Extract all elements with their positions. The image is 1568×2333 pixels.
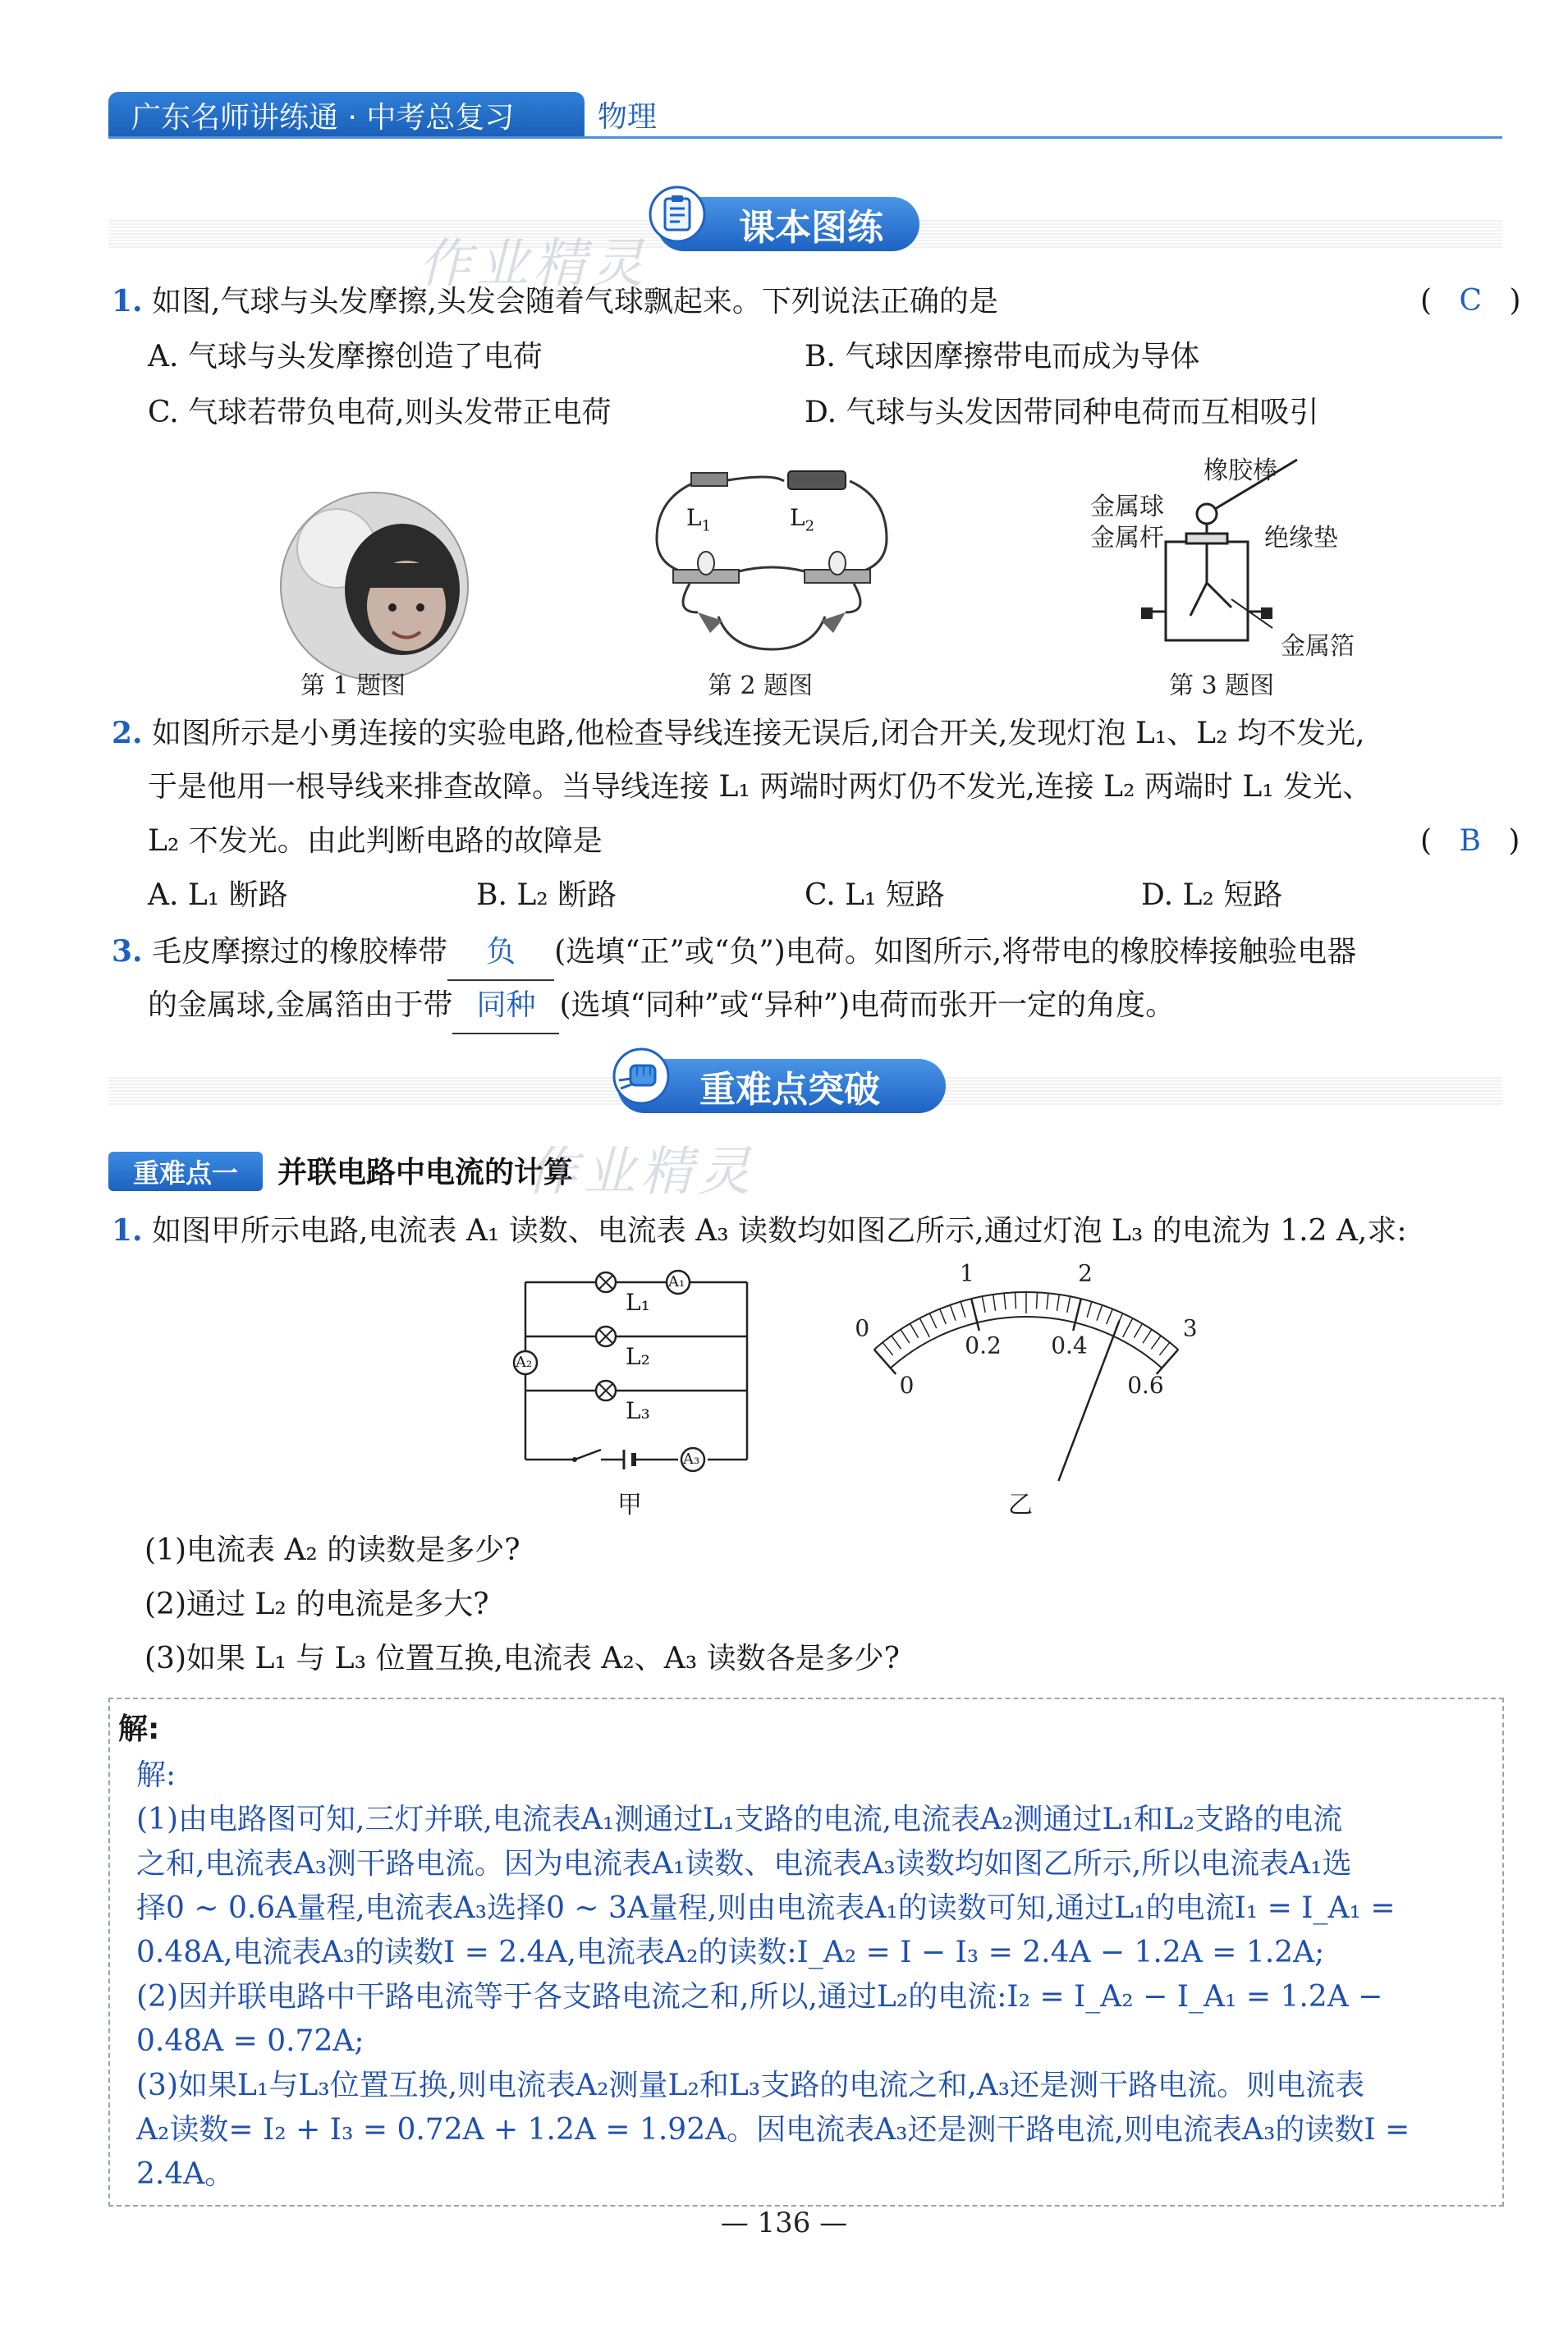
answer-bracket (1420, 814, 1520, 869)
dial-tick (1143, 1329, 1152, 1343)
solution-line: 0.48A,电流表A₃的读数I = 2.4A,电流表A₂的读数:I_A₂ = I − I₃ = 2.4A − 1.2A = 1.2A; (136, 1936, 1325, 1969)
paren-right: ) (1509, 284, 1521, 318)
dial-tick (1151, 1336, 1161, 1349)
dial-tick (1087, 1302, 1092, 1318)
dial-tick (1073, 1299, 1081, 1331)
question-2-line-1 (112, 706, 1364, 761)
sub-question-3: (3)如果 L₁ 与 L₃ 位置互换,电流表 A₂、A₃ 读数各是多少? (144, 1642, 900, 1675)
dial-label-large-scale: 2 (1078, 1259, 1093, 1287)
solution-body (136, 1753, 1410, 2197)
dial-tick (1067, 1296, 1071, 1313)
lamp-l1-label: L₁ (626, 1289, 650, 1316)
solution-line: (2)因并联电路中干路电流等于各支路电流之和,所以,通过L₂的电流:I₂ = I_A₂ − I_A₁ = 1.2A − (136, 1980, 1383, 2014)
ammeter-a2-label: A₂ (516, 1354, 533, 1371)
dial-tick (910, 1323, 918, 1337)
paren-right: ) (1508, 824, 1520, 858)
question-text: 的金属球,金属箔由于带 (148, 988, 453, 1022)
solution-line: (1)由电路图可知,三灯并联,电流表A₁测通过L₁支路的电流,电流表A₂测通过L₁和L₂支路的电流 (136, 1803, 1343, 1836)
question-2-line-2: 于是他用一根导线来排查故障。当导线连接 L₁ 两端时两灯仍不发光,连接 L₂ 两端时 L₁ 发光、 (148, 770, 1373, 804)
dial-tick (1123, 1318, 1133, 1337)
keypoint-tag: 重难点一 (108, 1152, 263, 1191)
dial-label-large-scale: 0 (855, 1314, 870, 1342)
question-stem: 如图,气球与头发摩擦,头发会随着气球飘起来。下列说法正确的是 (152, 285, 998, 319)
question-number: 1. (112, 284, 143, 319)
question-number: 3. (112, 934, 143, 969)
dial-label-large-scale: 3 (1182, 1314, 1198, 1342)
dial-label-small-scale: 0 (899, 1371, 915, 1399)
figure-1-caption: 第 1 题图 (300, 671, 406, 700)
paren-left: ( (1420, 284, 1433, 318)
clipboard-icon (649, 186, 706, 243)
solution-line: 之和,电流表A₃测干路电流。因为电流表A₁读数、电流表A₃读数均如图乙所示,所以电流表A₁选 (136, 1847, 1352, 1881)
dial-label-large-scale: 1 (960, 1259, 974, 1287)
dial-tick (1057, 1295, 1059, 1311)
figure-2-label-l2: $L_2$ (790, 504, 815, 535)
option-b: B. 气球因摩擦带电而成为导体 (805, 340, 1200, 374)
dial-tick (971, 1299, 979, 1331)
fist-icon (612, 1047, 670, 1105)
dial-tick (1107, 1309, 1113, 1325)
lamp-l2 (596, 1327, 616, 1346)
fill-blank-1: 负 (447, 925, 554, 981)
section-title: 重难点突破 (699, 1069, 880, 1111)
dial-tick (1097, 1305, 1103, 1321)
page-number: — 136 — (720, 2207, 848, 2239)
keypoint-question-1 (112, 1203, 1407, 1258)
question-number: 1. (112, 1213, 143, 1248)
ammeter-dial (855, 1259, 1198, 1489)
solution-line: 择0 ~ 0.6A量程,电流表A₃选择0 ~ 3A量程,则由电流表A₁的读数可知,通过L₁的电流I₁ = I_A₁ = (136, 1891, 1396, 1925)
watermark: 作业精灵 (525, 1142, 755, 1203)
fill-blank-2: 同种 (452, 979, 559, 1034)
lamp-l3 (596, 1381, 616, 1400)
answer-bracket (1420, 274, 1521, 328)
question-1 (112, 274, 998, 329)
option-a: A. L₁ 断路 (148, 878, 288, 912)
dial-tick (1047, 1293, 1048, 1309)
dial-tick (1037, 1292, 1038, 1309)
dial-tick (961, 1302, 965, 1318)
dial-tick (919, 1318, 929, 1337)
dial-tick (929, 1313, 936, 1328)
dial-label-small-scale: 0.6 (1127, 1371, 1164, 1399)
dial-tick (982, 1296, 985, 1313)
figure-2-circuit (640, 448, 903, 653)
question-3-line-2 (148, 979, 1175, 1034)
ammeter-a1-label: A₁ (668, 1273, 685, 1290)
dial-tick (1134, 1323, 1142, 1337)
option-a: A. 气球与头发摩擦创造了电荷 (148, 340, 543, 374)
book-title: 广东名师讲练通 · 中考总复习 (131, 100, 515, 135)
dial-tick (993, 1295, 996, 1311)
dial-tick (1159, 1342, 1169, 1355)
option-b: B. L₂ 断路 (476, 878, 617, 912)
dial-tick (883, 1342, 892, 1355)
option-c: C. 气球若带负电荷,则头发带正电荷 (148, 396, 612, 429)
question-text: (选填“同种”或“异种”)电荷而张开一定的角度。 (559, 988, 1176, 1022)
option-d: D. 气球与头发因带同种电荷而互相吸引 (805, 396, 1319, 429)
subject-label: 物理 (598, 100, 658, 134)
question-text: (选填“正”或“负”)电荷。如图所示,将带电的橡胶棒接触验电器 (554, 935, 1357, 969)
question-stem: 如图甲所示电路,电流表 A₁ 读数、电流表 A₃ 读数均如图乙所示,通过灯泡 L₃ 的电流为 1.2 A,求: (152, 1214, 1407, 1248)
dial-inner-arc (891, 1317, 1162, 1368)
keypoint-title: 并联电路中电流的计算 (277, 1156, 574, 1189)
book-title-tab (108, 92, 585, 138)
question-text: 毛皮摩擦过的橡胶棒带 (152, 935, 448, 969)
solution-line: 0.48A = 0.72A; (136, 2024, 364, 2058)
label-rubber-rod: 橡胶棒 (1204, 456, 1277, 485)
solution-line: 解: (136, 1758, 177, 1792)
header-divider (108, 136, 1502, 139)
watermark: 作业精灵 (419, 234, 649, 295)
sub-question-2: (2)通过 L₂ 的电流是多大? (144, 1588, 489, 1621)
question-number: 2. (112, 716, 143, 750)
answer-choice: C (1459, 284, 1483, 318)
dial-tick (892, 1336, 901, 1349)
circuit-caption: 甲 (617, 1491, 642, 1519)
option-d: D. L₂ 短路 (1141, 878, 1283, 912)
lamp-l3-label: L₃ (626, 1397, 650, 1424)
ammeter-a3-label: A₃ (683, 1451, 700, 1468)
solution-line: 2.4A。 (136, 2157, 235, 2191)
dial-tick (940, 1309, 947, 1325)
figure-3-caption: 第 3 题图 (1169, 671, 1275, 700)
label-metal-ball: 金属球 (1090, 493, 1164, 521)
label-insulating-pad: 绝缘垫 (1264, 524, 1338, 552)
label-metal-shaft: 金属杆 (1090, 524, 1164, 552)
dial-label-small-scale: 0.2 (965, 1332, 1002, 1359)
dial-tick (874, 1350, 896, 1374)
dial-tick (901, 1329, 910, 1343)
figure-1-photo (279, 491, 470, 681)
label-metal-foil: 金属箔 (1281, 632, 1355, 661)
figure-2-label-l1: $L_1$ (686, 504, 712, 535)
ammeter-caption: 乙 (1008, 1491, 1033, 1519)
lamp-l1 (596, 1272, 616, 1292)
answer-choice: B (1459, 824, 1481, 858)
solution-heading: 解: (118, 1712, 160, 1746)
question-3-line-1 (112, 924, 1356, 981)
paren-left: ( (1420, 824, 1433, 858)
figure-2-caption: 第 2 题图 (708, 671, 814, 700)
lamp-l2-label: L₂ (626, 1343, 650, 1370)
sub-question-1: (1)电流表 A₂ 的读数是多少? (144, 1533, 520, 1567)
question-2-line-3: L₂ 不发光。由此判断电路的故障是 (148, 824, 603, 858)
section-title: 课本图练 (739, 207, 883, 249)
dial-tick (1157, 1350, 1178, 1374)
dial-tick (1004, 1293, 1006, 1309)
dial-label-small-scale: 0.4 (1051, 1332, 1088, 1359)
dial-tick (950, 1305, 956, 1321)
question-text: 如图所示是小勇连接的实验电路,他检查导线连接无误后,闭合开关,发现灯泡 L₁、L₂ 均不发光, (152, 717, 1365, 750)
solution-line: A₂读数= I₂ + I₃ = 0.72A + 1.2A = 1.92A。因电流表A₃还是测干路电流,则电流表A₃的读数I = (136, 2113, 1410, 2147)
option-c: C. L₁ 短路 (805, 878, 945, 912)
solution-line: (3)如果L₁与L₃位置互换,则电流表A₂测量L₂和L₃支路的电流之和,A₃还是测干路电流。则电流表 (136, 2069, 1365, 2102)
